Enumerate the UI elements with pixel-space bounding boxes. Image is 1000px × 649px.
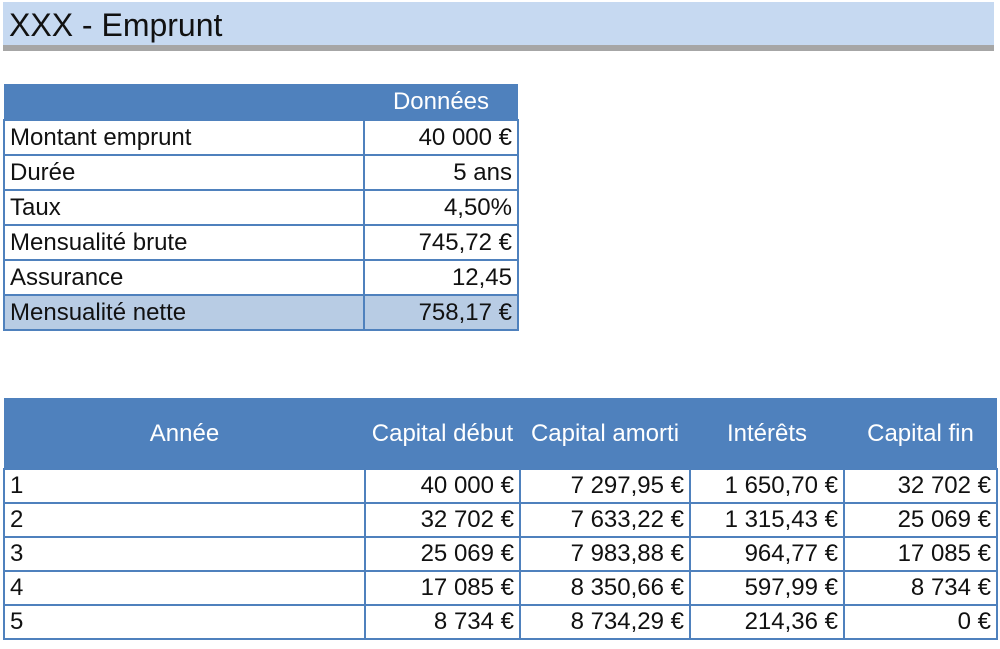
title-bar	[3, 2, 994, 51]
column-header-annee: Année	[4, 398, 365, 469]
summary-row-mensualite-brute	[4, 225, 518, 260]
cell-capital-debut[interactable]: 17 085 €	[365, 571, 520, 605]
cell-annee[interactable]: 5	[4, 605, 365, 639]
column-header-capital-fin: Capital fin	[844, 398, 997, 469]
cell-capital-amorti[interactable]: 8 350,66 €	[520, 571, 690, 605]
summary-value[interactable]: 4,50%	[364, 190, 518, 225]
cell-capital-fin[interactable]: 17 085 €	[844, 537, 997, 571]
cell-capital-fin[interactable]: 0 €	[844, 605, 997, 639]
cell-capital-amorti[interactable]: 8 734,29 €	[520, 605, 690, 639]
table-row	[4, 571, 997, 605]
cell-capital-debut[interactable]: 32 702 €	[365, 503, 520, 537]
page-title: XXX - Emprunt	[9, 7, 223, 43]
summary-row-montant	[4, 120, 518, 155]
cell-interets[interactable]: 597,99 €	[690, 571, 844, 605]
cell-interets[interactable]: 1 650,70 €	[690, 469, 844, 503]
summary-header-donnees: Données	[364, 84, 518, 120]
cell-capital-debut[interactable]: 25 069 €	[365, 537, 520, 571]
summary-value[interactable]: 745,72 €	[364, 225, 518, 260]
cell-capital-amorti[interactable]: 7 633,22 €	[520, 503, 690, 537]
cell-capital-debut[interactable]: 8 734 €	[365, 605, 520, 639]
summary-row-assurance	[4, 260, 518, 295]
schedule-table	[3, 398, 998, 640]
cell-annee[interactable]: 2	[4, 503, 365, 537]
summary-row-mensualite-nette	[4, 295, 518, 330]
cell-capital-debut[interactable]: 40 000 €	[365, 469, 520, 503]
summary-label[interactable]: Durée	[4, 155, 364, 190]
summary-row-taux	[4, 190, 518, 225]
cell-interets[interactable]: 964,77 €	[690, 537, 844, 571]
column-header-capital-debut: Capital début	[365, 398, 520, 469]
summary-label[interactable]: Mensualité brute	[4, 225, 364, 260]
table-row	[4, 605, 997, 639]
cell-capital-fin[interactable]: 25 069 €	[844, 503, 997, 537]
summary-label[interactable]: Assurance	[4, 260, 364, 295]
cell-annee[interactable]: 4	[4, 571, 365, 605]
summary-label[interactable]: Montant emprunt	[4, 120, 364, 155]
schedule-header-row	[4, 398, 997, 469]
summary-value[interactable]: 5 ans	[364, 155, 518, 190]
cell-interets[interactable]: 214,36 €	[690, 605, 844, 639]
column-header-capital-amorti: Capital amorti	[520, 398, 690, 469]
summary-value[interactable]: 758,17 €	[364, 295, 518, 330]
cell-annee[interactable]: 1	[4, 469, 365, 503]
table-row	[4, 503, 997, 537]
summary-value[interactable]: 40 000 €	[364, 120, 518, 155]
summary-row-duree	[4, 155, 518, 190]
summary-value[interactable]: 12,45	[364, 260, 518, 295]
cell-capital-amorti[interactable]: 7 983,88 €	[520, 537, 690, 571]
cell-annee[interactable]: 3	[4, 537, 365, 571]
cell-capital-fin[interactable]: 32 702 €	[844, 469, 997, 503]
summary-label[interactable]: Mensualité nette	[4, 295, 364, 330]
summary-header-blank	[4, 84, 364, 120]
cell-capital-amorti[interactable]: 7 297,95 €	[520, 469, 690, 503]
table-row	[4, 469, 997, 503]
column-header-interets: Intérêts	[690, 398, 844, 469]
cell-interets[interactable]: 1 315,43 €	[690, 503, 844, 537]
summary-label[interactable]: Taux	[4, 190, 364, 225]
summary-table	[3, 84, 519, 331]
table-row	[4, 537, 997, 571]
summary-header-row	[4, 84, 518, 120]
cell-capital-fin[interactable]: 8 734 €	[844, 571, 997, 605]
